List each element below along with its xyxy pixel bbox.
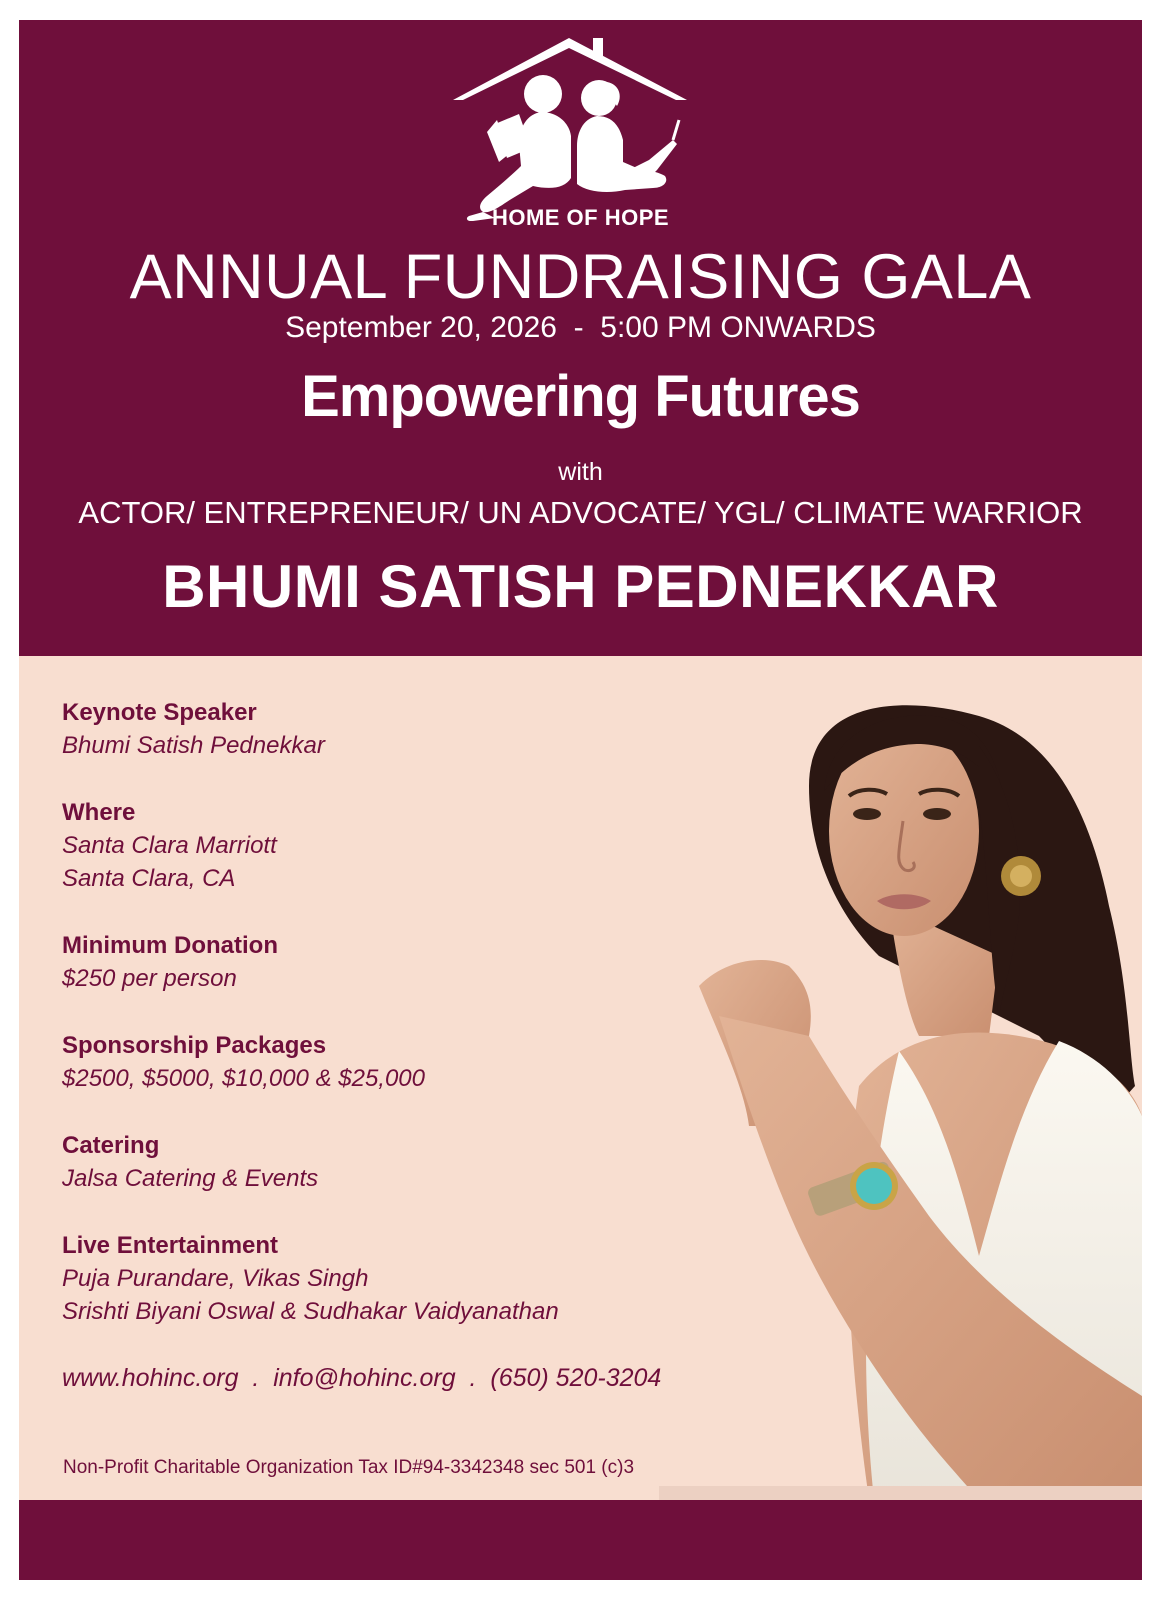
gala-poster — [19, 20, 1142, 1580]
detail-value: Santa Clara, CA — [62, 865, 236, 892]
detail-minimum-donation — [62, 929, 682, 995]
header-banner — [19, 20, 1142, 656]
footer-bar — [19, 1500, 1142, 1580]
detail-value: Puja Purandare, Vikas Singh — [62, 1265, 369, 1292]
detail-label: Where — [62, 799, 136, 826]
detail-value: Srishti Biyani Oswal & Sudhakar Vaidyanathan — [62, 1298, 559, 1325]
detail-sponsorship-packages — [62, 1029, 682, 1095]
detail-value: Bhumi Satish Pednekkar — [62, 732, 325, 759]
contact-info: www.hohinc.org . info@hohinc.org . (650) 520-3204 — [62, 1364, 662, 1392]
org-name: HOME OF HOPE — [491, 205, 670, 230]
tax-id-note: Non-Profit Charitable Organization Tax ID#94-3342348 sec 501 (c)3 — [63, 1457, 635, 1478]
speaker-portrait — [659, 656, 1142, 1500]
detail-value: $250 per person — [62, 965, 237, 992]
home-of-hope-logo-icon — [447, 36, 687, 221]
detail-keynote-speaker — [62, 696, 682, 762]
detail-value: Jalsa Catering & Events — [62, 1165, 319, 1192]
detail-label: Live Entertainment — [62, 1232, 279, 1259]
detail-value: Santa Clara Marriott — [62, 832, 277, 859]
detail-live-entertainment — [62, 1229, 682, 1328]
event-date-time: September 20, 2026 - 5:00 PM ONWARDS — [285, 311, 876, 344]
detail-value: $2500, $5000, $10,000 & $25,000 — [62, 1065, 425, 1092]
with-text: with — [558, 458, 603, 486]
speaker-roles: ACTOR/ ENTREPRENEUR/ UN ADVOCATE/ YGL/ CLIMATE WARRIOR — [78, 495, 1083, 530]
detail-label: Minimum Donation — [62, 932, 278, 959]
detail-label: Sponsorship Packages — [62, 1032, 327, 1059]
detail-catering — [62, 1129, 682, 1195]
detail-label: Catering — [62, 1132, 160, 1159]
event-tagline: Empowering Futures — [301, 364, 860, 429]
speaker-name-heading: BHUMI SATISH PEDNEKKAR — [162, 553, 999, 620]
detail-label: Keynote Speaker — [62, 699, 257, 726]
detail-where — [62, 796, 682, 895]
event-title: ANNUAL FUNDRAISING GALA — [129, 242, 1032, 312]
